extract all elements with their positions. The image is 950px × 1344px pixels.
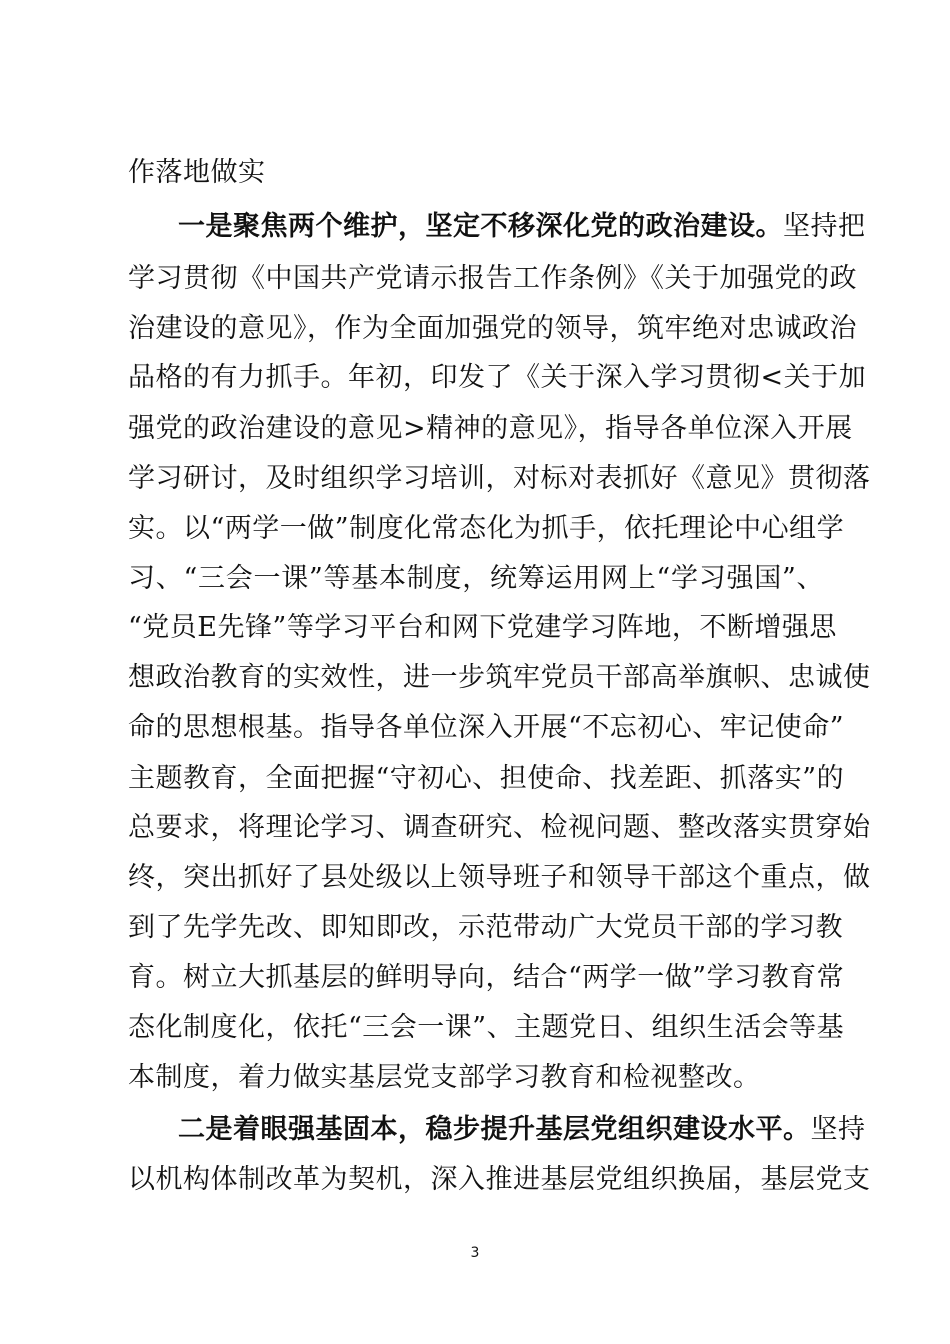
paragraph-1-line: 学习贯彻《中国共产党请示报告工作条例》《关于加强党的政 [128, 263, 857, 294]
paragraph-1-line-1-rest: 坚持把 [783, 211, 866, 242]
paragraph-1-line: 习、“三会一课”等基本制度，统筹运用网上“学习强国”、 [128, 563, 824, 594]
section-heading: 作落地做实 [128, 157, 266, 188]
paragraph-1-line: 态化制度化，依托“三会一课”、主题党日、组织生活会等基 [128, 1012, 845, 1043]
paragraph-1-line: 实。以“两学一做”制度化常态化为抓手，依托理论中心组学 [128, 513, 845, 544]
paragraph-1-line: 品格的有力抓手。年初，印发了《关于深入学习贯彻<关于加 [128, 362, 867, 393]
paragraph-1-line: 育。树立大抓基层的鲜明导向，结合“两学一做”学习教育常 [128, 962, 845, 993]
page-number: 3 [470, 1245, 480, 1261]
paragraph-1-line-1 [178, 207, 866, 247]
paragraph-1-line: 命的思想根基。指导各单位深入开展“不忘初心、牢记使命” [128, 712, 845, 743]
paragraph-1-line: “党员E先锋”等学习平台和网下党建学习阵地，不断增强思 [128, 612, 837, 643]
paragraph-2-line-1 [178, 1110, 866, 1150]
paragraph-1-line: 学习研讨，及时组织学习培训，对标对表抓好《意见》贯彻落 [128, 463, 871, 494]
paragraph-1-line: 强党的政治建设的意见>精神的意见》，指导各单位深入开展 [128, 413, 853, 444]
paragraph-1-line: 治建设的意见》，作为全面加强党的领导，筑牢绝对忠诚政治 [128, 313, 857, 344]
paragraph-1-line: 终，突出抓好了县处级以上领导班子和领导干部这个重点，做 [128, 862, 871, 893]
paragraph-1-line: 本制度，着力做实基层党支部学习教育和检视整改。 [128, 1062, 761, 1093]
paragraph-1-line: 总要求，将理论学习、调查研究、检视问题、整改落实贯穿始 [128, 812, 871, 843]
paragraph-2-line: 以机构体制改革为契机，深入推进基层党组织换届，基层党支 [128, 1164, 871, 1195]
paragraph-2-line-1-rest: 坚持 [810, 1114, 866, 1145]
paragraph-1-line: 主题教育，全面把握“守初心、担使命、找差距、抓落实”的 [128, 763, 845, 794]
paragraph-2-lead: 二是着眼强基固本，稳步提升基层党组织建设水平。 [178, 1114, 811, 1145]
paragraph-1-line: 想政治教育的实效性，进一步筑牢党员干部高举旗帜、忠诚使 [128, 662, 871, 693]
paragraph-1-lead: 一是聚焦两个维护，坚定不移深化党的政治建设。 [178, 211, 783, 242]
paragraph-1-line: 到了先学先改、即知即改，示范带动广大党员干部的学习教 [128, 912, 843, 943]
